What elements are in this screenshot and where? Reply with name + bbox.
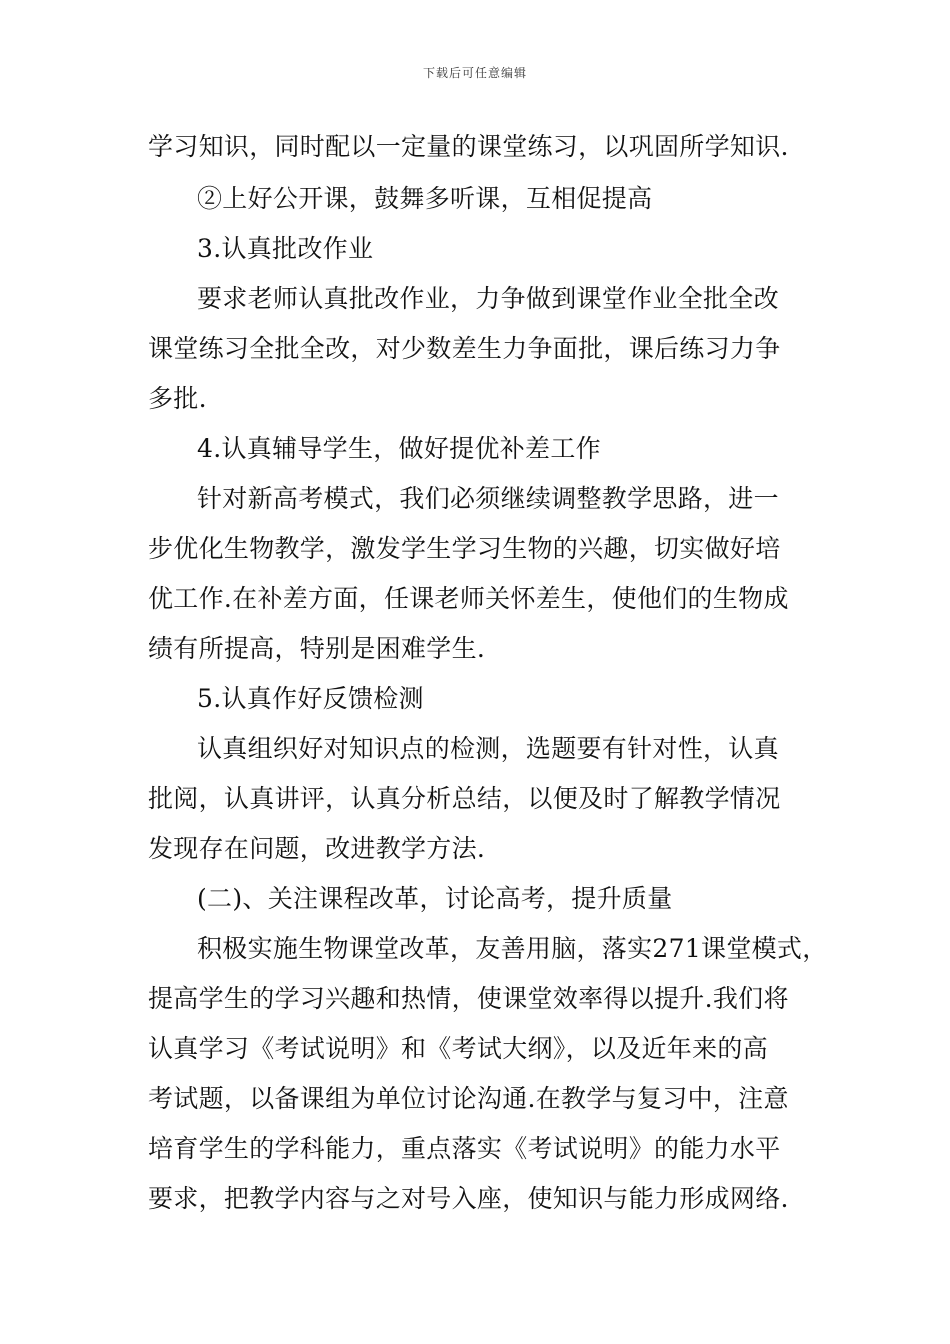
text-line: 积极实施生物课堂改革，友善用脑，落实271课堂模式，: [197, 934, 828, 963]
page-header: 下载后可任意编辑: [422, 66, 527, 80]
text-line: 发现存在问题，改进教学方法.: [148, 834, 486, 863]
text-line: 课堂练习全批全改，对少数差生力争面批，课后练习力争: [148, 334, 781, 363]
text-line: 优工作.在补差方面，任课老师关怀差生，使他们的生物成: [148, 584, 789, 613]
text-line: 批阅，认真讲评，认真分析总结，以便及时了解教学情况: [148, 784, 781, 813]
text-line: 认真学习《考试说明》和《考试大纲》，以及近年来的高: [148, 1034, 769, 1063]
text-line: 针对新高考模式，我们必须继续调整教学思路，进一: [197, 484, 779, 513]
text-line: ②上好公开课，鼓舞多听课，互相促提高: [197, 184, 653, 213]
text-line: 培育学生的学科能力，重点落实《考试说明》的能力水平: [148, 1134, 781, 1163]
text-line: 要求老师认真批改作业，力争做到课堂作业全批全改: [197, 284, 779, 313]
text-line: 学习知识，同时配以一定量的课堂练习，以巩固所学知识.: [148, 132, 789, 161]
text-line: 考试题，以备课组为单位讨论沟通.在教学与复习中，注意: [148, 1084, 789, 1113]
text-line: 绩有所提高，特别是困难学生.: [148, 634, 486, 663]
text-line: 认真组织好对知识点的检测，选题要有针对性，认真: [197, 734, 779, 763]
text-line: 多批.: [148, 384, 207, 413]
text-line: 要求，把教学内容与之对号入座，使知识与能力形成网络.: [148, 1184, 789, 1213]
section-heading: 5.认真作好反馈检测: [197, 684, 424, 713]
text-line: 步优化生物教学，激发学生学习生物的兴趣，切实做好培: [148, 534, 781, 563]
text-line: 提高学生的学习兴趣和热情，使课堂效率得以提升.我们将: [148, 984, 789, 1013]
section-heading: 4.认真辅导学生，做好提优补差工作: [197, 434, 601, 463]
section-heading: (二)、关注课程改革，讨论高考，提升质量: [197, 884, 673, 913]
section-heading: 3.认真批改作业: [197, 234, 374, 263]
